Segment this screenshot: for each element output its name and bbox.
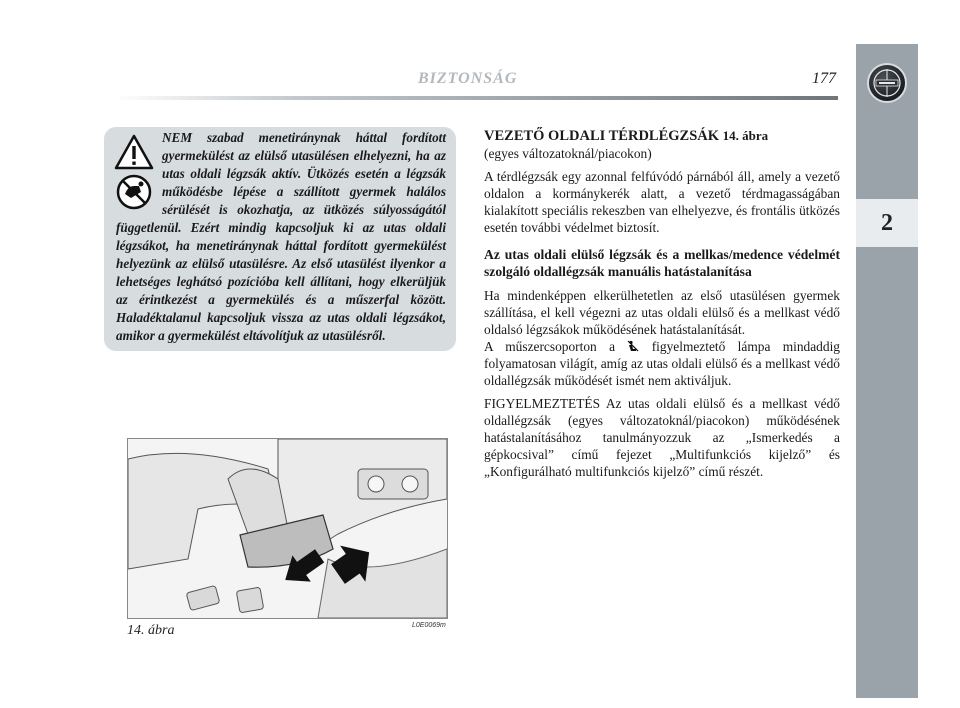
paragraph-knee-airbag: A térdlégzsák egy azonnal felfúvódó párnából áll, amely a vezető oldalon a kormánykerék alatt, a vezető térdmagasságában kialakított speciális rekeszben van elhelyezve, és frontális ütközés esetén további védelmet biztosít.	[484, 169, 840, 235]
airbag-off-icon	[627, 340, 639, 352]
paragraph-notice: FIGYELMEZTETÉS Az utas oldali elülső és a mellkast védő oldallégzsák (egyes változatoknál/piacokon) működésének hatástalanításához tanulmányozzuk az „Ismerkedés a gépkocsival” című fejezet „Multifunkciós kijelző” és „Konfigurálható multifunkciós kijelző” című részét.	[484, 396, 840, 479]
page-number: 177	[812, 70, 836, 87]
section-airbag-deactivation	[484, 246, 840, 480]
heading-airbag-deactivation: Az utas oldali elülső légzsák és a mellkas/medence védelmét szolgáló oldallégzsák manuális hatástalanítása	[484, 247, 840, 279]
figure-code: L0E0069m	[412, 622, 446, 629]
chapter-tab: 2	[856, 199, 918, 247]
subheading-variants: (egyes változatoknál/piacokon)	[484, 146, 652, 161]
header-rule	[114, 96, 838, 100]
heading-knee-airbag-text: VEZETŐ OLDALI TÉRDLÉGZSÁK	[484, 128, 720, 144]
warning-lamp-text-before: A műszercsoporton a	[484, 339, 616, 354]
warning-text: NEM szabad menetiránynak háttal fordított gyermekülést az elülső utasülésen elhelyezni, ha az utas oldali légzsák aktív. Ütközés esetén a légzsák működésbe lépése a szállított gyermek halálos sérülését is okozhatja, az ütközés súlyosságától függetlenül. Ezért mindig kapcsoljuk ki az utas oldali légzsákot, ha menetiránynak háttal fordított gyermekülést helyezünk az elülső utasülésre. Az első utasülést ilyenkor a lehetséges leghátsó pozícióba kell állítani, hogy elkerüljük az érintkezést a gyermekülés és a műszerfal között. Haladéktalanul kapcsoljuk vissza az utas oldali légzsákot, amikor a gyermekülést eltávolítjuk az utasülésről.	[116, 130, 446, 343]
figure-knee-airbag-illustration	[127, 438, 448, 619]
chapter-sidebar	[856, 44, 918, 698]
heading-figure-ref: 14. ábra	[722, 128, 769, 143]
lancia-logo-icon	[867, 63, 907, 103]
heading-knee-airbag	[484, 127, 840, 145]
figure-caption: 14. ábra	[127, 623, 175, 638]
warning-text-block	[116, 129, 446, 345]
section-knee-airbag	[484, 127, 840, 236]
section-title: BIZTONSÁG	[418, 70, 518, 87]
paragraph-deactivation: Ha mindenképpen elkerülhetetlen az első utasülésen gyermek szállítása, el kell végezni az utas oldali elülső és a mellkast védő oldalsó légzsákok működésének hatástalanítását.	[484, 288, 840, 337]
paragraph-warning-lamp	[484, 338, 840, 389]
warning-lamp-text-after: figyelmeztető lámpa mindaddig folyamatosan világít, amíg az utas oldali elülső és a mellkast védő oldallégzsák működését ismét nem aktiváljuk.	[484, 339, 840, 388]
